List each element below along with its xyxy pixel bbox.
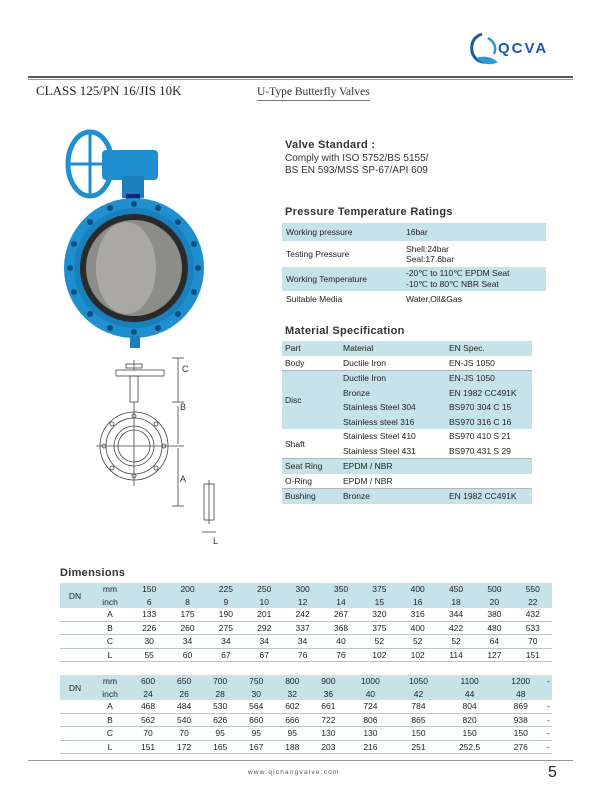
dim-cell: 165 — [202, 740, 238, 754]
class-title: CLASS 125/PN 16/JIS 10K — [36, 83, 182, 98]
row-label: L — [90, 648, 130, 662]
dim-cell: 95 — [238, 727, 274, 741]
dim-cell: 95 — [274, 727, 310, 741]
valve-photo — [62, 128, 210, 350]
dim-cell: 368 — [322, 621, 360, 635]
dim-cell: 320 — [360, 608, 398, 621]
dim-cell: 150 — [394, 727, 442, 741]
dim-cell: 95 — [202, 727, 238, 741]
mm-cell: 550 — [514, 583, 552, 596]
inch-label: inch — [90, 596, 130, 609]
inch-label: inch — [90, 688, 130, 701]
dim-cell: 226 — [130, 621, 168, 635]
dimensions-title: Dimensions — [60, 567, 126, 579]
dim-cell: 865 — [394, 713, 442, 727]
mm-cell: 350 — [322, 583, 360, 596]
mm-cell: 800 — [274, 675, 310, 688]
pressure-value — [402, 241, 546, 267]
dim-cell: 70 — [514, 635, 552, 649]
dim-cell: - — [545, 740, 552, 754]
mm-cell: 225 — [207, 583, 245, 596]
material-cell: Bronze — [340, 489, 446, 504]
dim-cell: 432 — [514, 608, 552, 621]
mm-cell: 300 — [283, 583, 321, 596]
material-cell: Ductile Iron — [343, 357, 386, 368]
pressure-value: Water,Oil&Gas — [406, 294, 462, 304]
valve-standard-title: Valve Standard : — [285, 139, 376, 151]
table-row-mm — [60, 675, 552, 688]
mm-label: mm — [90, 675, 130, 688]
table-row — [60, 713, 552, 727]
mm-cell: 500 — [475, 583, 513, 596]
dim-cell: 562 — [130, 713, 166, 727]
part-cell: Disc — [282, 371, 340, 430]
mm-cell: 150 — [130, 583, 168, 596]
row-label: C — [90, 727, 130, 741]
dim-cell: 724 — [346, 700, 394, 713]
pressure-ratings-title: Pressure Temperature Ratings — [285, 206, 453, 218]
part-cell: Body — [285, 357, 305, 368]
inch-cell: 8 — [168, 596, 206, 609]
row-label: B — [90, 621, 130, 635]
dim-cell: 804 — [443, 700, 497, 713]
dim-cell: 151 — [514, 648, 552, 662]
dim-label-c: C — [182, 364, 189, 374]
inch-cell: 22 — [514, 596, 552, 609]
inch-cell: 44 — [443, 688, 497, 701]
dim-cell: 626 — [202, 713, 238, 727]
table-row-inch — [60, 688, 552, 701]
dim-cell: 201 — [245, 608, 283, 621]
dim-cell: 337 — [283, 621, 321, 635]
table-row — [60, 608, 552, 621]
dn-label: DN — [60, 675, 90, 700]
inch-cell: 15 — [360, 596, 398, 609]
dim-cell: 375 — [360, 621, 398, 635]
material-cell: Ductile Iron — [340, 371, 446, 386]
dim-cell: 52 — [437, 635, 475, 649]
dim-cell: 55 — [130, 648, 168, 662]
row-label: A — [90, 608, 130, 621]
table-row — [282, 291, 546, 307]
dim-cell: 252.5 — [443, 740, 497, 754]
spec-cell: EN 1982 CC491K — [446, 386, 532, 401]
spec-cell — [446, 474, 532, 489]
footer-rule — [28, 760, 573, 761]
dim-cell: 130 — [346, 727, 394, 741]
spec-cell: EN 1982 CC491K — [446, 489, 532, 504]
dim-cell: 533 — [514, 621, 552, 635]
dim-cell: 188 — [274, 740, 310, 754]
mm-cell: 750 — [238, 675, 274, 688]
mm-cell: 450 — [437, 583, 475, 596]
mm-cell: 600 — [130, 675, 166, 688]
mm-cell: - — [545, 675, 552, 688]
inch-cell: 42 — [394, 688, 442, 701]
dim-cell: 133 — [130, 608, 168, 621]
mm-cell: 1200 — [497, 675, 545, 688]
pressure-value-line: Seal:17.6bar — [406, 254, 455, 264]
part-cell: Seat Ring — [282, 459, 340, 474]
table-row — [282, 459, 532, 474]
dim-cell: 260 — [168, 621, 206, 635]
dim-cell: 150 — [443, 727, 497, 741]
dim-cell: 60 — [168, 648, 206, 662]
inch-cell: 14 — [322, 596, 360, 609]
dim-cell: 344 — [437, 608, 475, 621]
dim-label-a: A — [180, 474, 187, 484]
dim-cell: 76 — [322, 648, 360, 662]
row-label: A — [90, 700, 130, 713]
dim-cell: 251 — [394, 740, 442, 754]
inch-cell: 32 — [274, 688, 310, 701]
dim-label-b: B — [180, 402, 187, 412]
table-row — [282, 267, 546, 291]
table-row — [60, 700, 552, 713]
dim-cell: 661 — [310, 700, 346, 713]
dim-cell: 216 — [346, 740, 394, 754]
dim-cell: 114 — [437, 648, 475, 662]
inch-cell: 36 — [310, 688, 346, 701]
dim-cell: 190 — [207, 608, 245, 621]
dim-cell: 660 — [238, 713, 274, 727]
dim-cell: 602 — [274, 700, 310, 713]
dim-cell: 102 — [360, 648, 398, 662]
dim-cell: 175 — [168, 608, 206, 621]
inch-cell: 9 — [207, 596, 245, 609]
mm-cell: 900 — [310, 675, 346, 688]
dim-cell: 127 — [475, 648, 513, 662]
dim-cell: 242 — [283, 608, 321, 621]
inch-cell: 28 — [202, 688, 238, 701]
dim-cell: 150 — [497, 727, 545, 741]
table-row — [60, 621, 552, 635]
mm-cell: 1100 — [443, 675, 497, 688]
mm-cell: 200 — [168, 583, 206, 596]
material-cell: Stainless Steel 410 — [343, 431, 416, 442]
mm-cell: 250 — [245, 583, 283, 596]
table-header-row — [282, 341, 532, 356]
col-header-part: Part — [282, 341, 340, 356]
dim-cell: - — [545, 700, 552, 713]
mm-cell: 375 — [360, 583, 398, 596]
table-row-mm — [60, 583, 552, 596]
inch-cell: 10 — [245, 596, 283, 609]
dim-cell: 167 — [238, 740, 274, 754]
mm-cell: 700 — [202, 675, 238, 688]
table-row — [282, 371, 532, 386]
material-cell: Stainless Steel 304 — [340, 400, 446, 415]
pressure-value — [402, 267, 546, 291]
inch-cell: 40 — [346, 688, 394, 701]
dim-cell: 276 — [497, 740, 545, 754]
pressure-value: 16bar — [402, 223, 546, 241]
inch-cell: 16 — [399, 596, 437, 609]
col-header-material: Material — [340, 341, 446, 356]
spec-cell: BS970 304 C 15 — [446, 400, 532, 415]
mm-cell: 400 — [399, 583, 437, 596]
dim-cell: 869 — [497, 700, 545, 713]
inch-cell — [545, 688, 552, 701]
dim-cell: 275 — [207, 621, 245, 635]
table-row — [282, 489, 532, 504]
inch-cell: 6 — [130, 596, 168, 609]
dim-cell: 484 — [166, 700, 202, 713]
pressure-value-line: -10℃ to 80℃ NBR Seat — [406, 279, 499, 289]
dim-cell: - — [545, 727, 552, 741]
type-title: U-Type Butterfly Valves — [257, 86, 370, 101]
table-row — [282, 241, 546, 267]
inch-cell: 12 — [283, 596, 321, 609]
table-row-inch — [60, 596, 552, 609]
dim-cell: 52 — [360, 635, 398, 649]
dim-cell: 468 — [130, 700, 166, 713]
row-label: C — [90, 635, 130, 649]
dim-cell: 530 — [202, 700, 238, 713]
dim-cell: 422 — [437, 621, 475, 635]
dim-cell: 34 — [207, 635, 245, 649]
table-row — [60, 648, 552, 662]
dim-cell: 400 — [399, 621, 437, 635]
dim-cell: 480 — [475, 621, 513, 635]
table-row — [60, 727, 552, 741]
dim-cell: 666 — [274, 713, 310, 727]
dim-cell: 70 — [130, 727, 166, 741]
dim-cell: 52 — [399, 635, 437, 649]
material-spec-title: Material Specification — [285, 325, 405, 337]
valve-standard-line-1: Comply with ISO 5752/BS 5155/ — [285, 153, 429, 164]
table-row — [60, 635, 552, 649]
dimensions-table-2 — [60, 675, 552, 754]
dim-cell: 34 — [283, 635, 321, 649]
dim-cell: 938 — [497, 713, 545, 727]
part-cell: Shaft — [285, 438, 305, 449]
dim-cell: 540 — [166, 713, 202, 727]
material-cell: EPDM / NBR — [340, 459, 446, 474]
dim-cell: 102 — [399, 648, 437, 662]
dim-cell: 292 — [245, 621, 283, 635]
pressure-label: Working Temperature — [282, 267, 402, 291]
table-row — [282, 356, 532, 371]
dim-cell: 784 — [394, 700, 442, 713]
brand-name: QCVA — [498, 40, 549, 57]
dim-cell: 151 — [130, 740, 166, 754]
row-label: B — [90, 713, 130, 727]
dim-cell: 67 — [245, 648, 283, 662]
dim-cell: 34 — [245, 635, 283, 649]
dim-cell: 30 — [130, 635, 168, 649]
pressure-label: Suitable Media — [286, 294, 343, 304]
dim-cell: 316 — [399, 608, 437, 621]
part-cell: Bushing — [282, 489, 340, 504]
dim-cell: 267 — [322, 608, 360, 621]
dim-cell: 130 — [310, 727, 346, 741]
dim-cell: 820 — [443, 713, 497, 727]
dim-cell: 67 — [207, 648, 245, 662]
valve-standard-line-2: BS EN 593/MSS SP-67/API 609 — [285, 165, 428, 176]
dim-cell: 722 — [310, 713, 346, 727]
mm-cell: 1000 — [346, 675, 394, 688]
dimensions-table-1 — [60, 583, 552, 662]
valve-dimension-drawing — [96, 356, 219, 546]
dim-cell: 380 — [475, 608, 513, 621]
spec-cell — [446, 459, 532, 474]
mm-label: mm — [90, 583, 130, 596]
material-cell: Bronze — [340, 386, 446, 401]
material-spec-table — [282, 341, 532, 504]
page-number: 5 — [548, 764, 557, 781]
col-header-spec: EN Spec. — [446, 341, 532, 356]
dn-label: DN — [60, 583, 90, 608]
dim-cell: 70 — [166, 727, 202, 741]
dim-cell: 172 — [166, 740, 202, 754]
table-row — [282, 429, 532, 444]
pressure-ratings-table — [282, 223, 546, 307]
spec-cell: EN-JS 1050 — [449, 357, 495, 368]
inch-cell: 48 — [497, 688, 545, 701]
mm-cell: 650 — [166, 675, 202, 688]
dim-cell: - — [545, 713, 552, 727]
spec-cell: BS970 431 S 29 — [449, 445, 511, 456]
inch-cell: 20 — [475, 596, 513, 609]
part-cell: O-Ring — [285, 475, 312, 486]
mm-cell: 1050 — [394, 675, 442, 688]
spec-cell: BS970 410 S 21 — [449, 431, 511, 442]
pressure-label: Testing Pressure — [286, 249, 350, 259]
inch-cell: 24 — [130, 688, 166, 701]
pressure-value-line: Shell:24bar — [406, 244, 450, 254]
spec-cell: BS970 316 C 16 — [446, 415, 532, 430]
header-rule — [28, 76, 573, 78]
table-row — [60, 740, 552, 754]
dim-cell: 40 — [322, 635, 360, 649]
dim-cell: 806 — [346, 713, 394, 727]
material-cell: Stainless Steel 431 — [343, 445, 416, 456]
pressure-value-line: -20℃ to 110℃ EPDM Seat — [406, 268, 510, 278]
dim-cell: 64 — [475, 635, 513, 649]
dim-cell: 34 — [168, 635, 206, 649]
dim-label-l: L — [213, 536, 219, 546]
table-row — [282, 474, 532, 489]
inch-cell: 30 — [238, 688, 274, 701]
dim-cell: 76 — [283, 648, 321, 662]
dim-cell: 203 — [310, 740, 346, 754]
footer-url[interactable]: www.qichangvalve.com — [248, 769, 340, 776]
material-cell: Stainless steel 316 — [340, 415, 446, 430]
pressure-label: Working pressure — [282, 223, 402, 241]
material-cell: EPDM / NBR — [343, 475, 393, 486]
header-rule-thin — [28, 79, 573, 80]
table-row — [282, 223, 546, 241]
row-label: L — [90, 740, 130, 754]
inch-cell: 18 — [437, 596, 475, 609]
inch-cell: 26 — [166, 688, 202, 701]
spec-cell: EN-JS 1050 — [446, 371, 532, 386]
dim-cell: 564 — [238, 700, 274, 713]
